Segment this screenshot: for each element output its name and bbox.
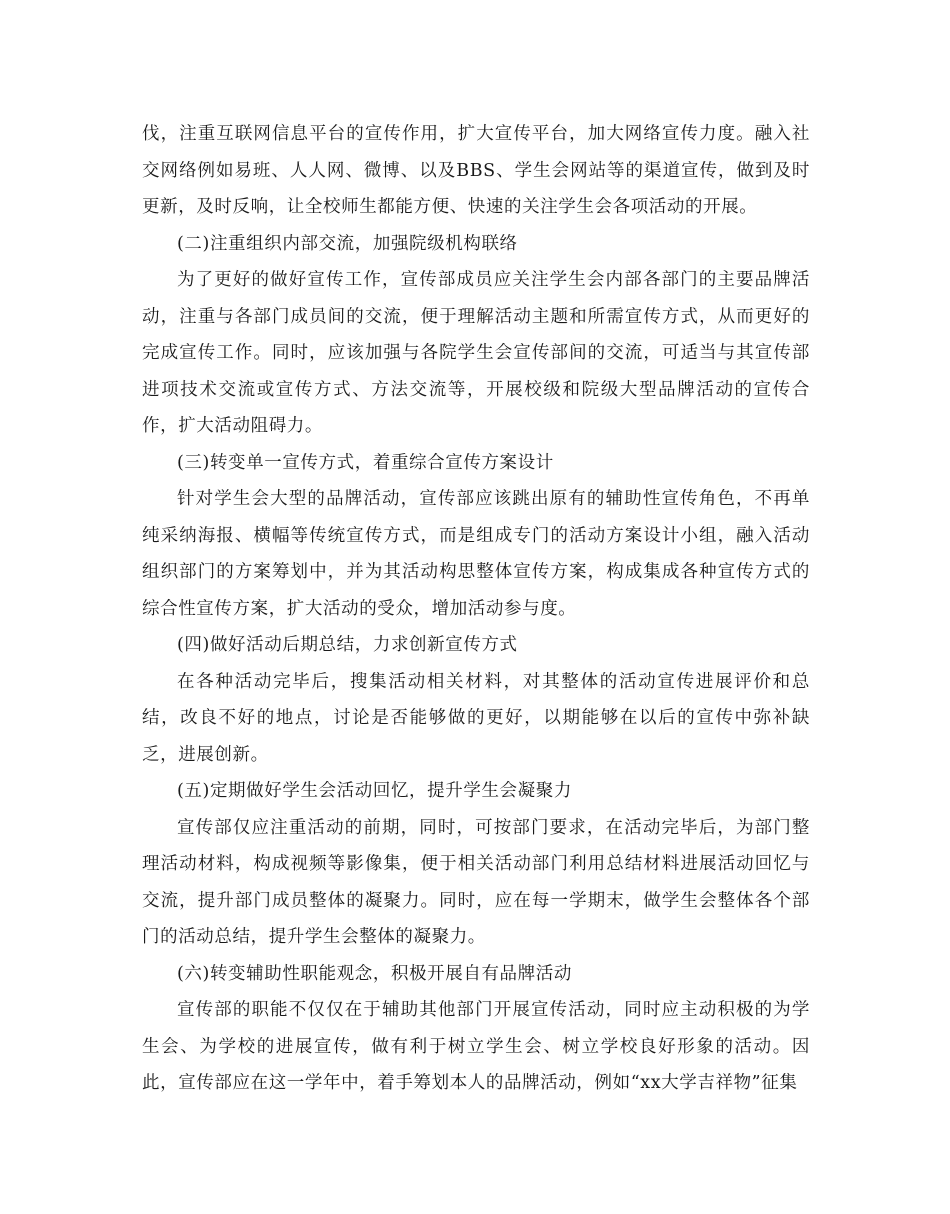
section-heading: (二)注重组织内部交流，加强院级机构联络	[177, 233, 518, 254]
section-heading: (五)定期做好学生会活动回忆，提升学生会凝聚力	[177, 781, 572, 801]
body-paragraph: 针对学生会大型的品牌活动，宣传部应该跳出原有的辅助性宣传角色，不再单纯采纳海报、横幅等传统宣传方式，而是组成专门的活动方案设计小组，融入活动组织部门的方案筹划中，并为其活动构思整体宣传方案，构成集成各种宣传方式的综合性宣传方案，扩大活动的受众，增加活动参与度。	[142, 489, 810, 619]
body-paragraph: 为了更好的做好宣传工作，宣传部成员应关注学生会内部各部门的主要品牌活动，注重与各部门成员间的交流，便于理解活动主题和所需宣传方式，从而更好的完成宣传工作。同时，应该加强与各院学生会宣传部间的交流，可适当与其宣传部进项技术交流或宣传方式、方法交流等，开展校级和院级大型品牌活动的宣传合作，扩大活动阻碍力。	[142, 270, 810, 436]
body-paragraph: 宣传部仅应注重活动的前期，同时，可按部门要求，在活动完毕后，为部门整理活动材料，构成视频等影像集，便于相关活动部门利用总结材料进展活动回忆与交流，提升部门成员整体的凝聚力。同时，应在每一学期末，做学生会整体各个部门的活动总结，提升学生会整体的凝聚力。	[142, 817, 810, 947]
section-heading: (四)做好活动后期总结，力求创新宣传方式	[177, 635, 518, 655]
section-heading: (六)转变辅助性职能观念，积极开展自有品牌活动	[177, 963, 572, 984]
section-heading: (三)转变单一宣传方式，着重综合宣传方案设计	[177, 452, 554, 473]
body-paragraph: 宣传部的职能不仅仅在于辅助其他部门开展宣传活动，同时应主动积极的为学生会、为学校的进展宣传，做有利于树立学生会、树立学校良好形象的活动。因此，宣传部应在这一学年中，着手筹划本人的品牌活动，例如“xx大学吉祥物”征集	[142, 1000, 810, 1093]
body-paragraph: 在各种活动完毕后，搜集活动相关材料，对其整体的活动宣传进展评价和总结，改良不好的地点，讨论是否能够做的更好，以期能够在以后的宣传中弥补缺乏，进展创新。	[142, 671, 810, 765]
document-page	[142, 116, 810, 1102]
body-paragraph: 伐，注重互联网信息平台的宣传作用，扩大宣传平台，加大网络宣传力度。融入社交网络例如易班、人人网、微博、以及BBS、学生会网站等的渠道宣传，做到及时更新，及时反响，让全校师生都能方便、快速的关注学生会各项活动的开展。	[142, 124, 810, 217]
